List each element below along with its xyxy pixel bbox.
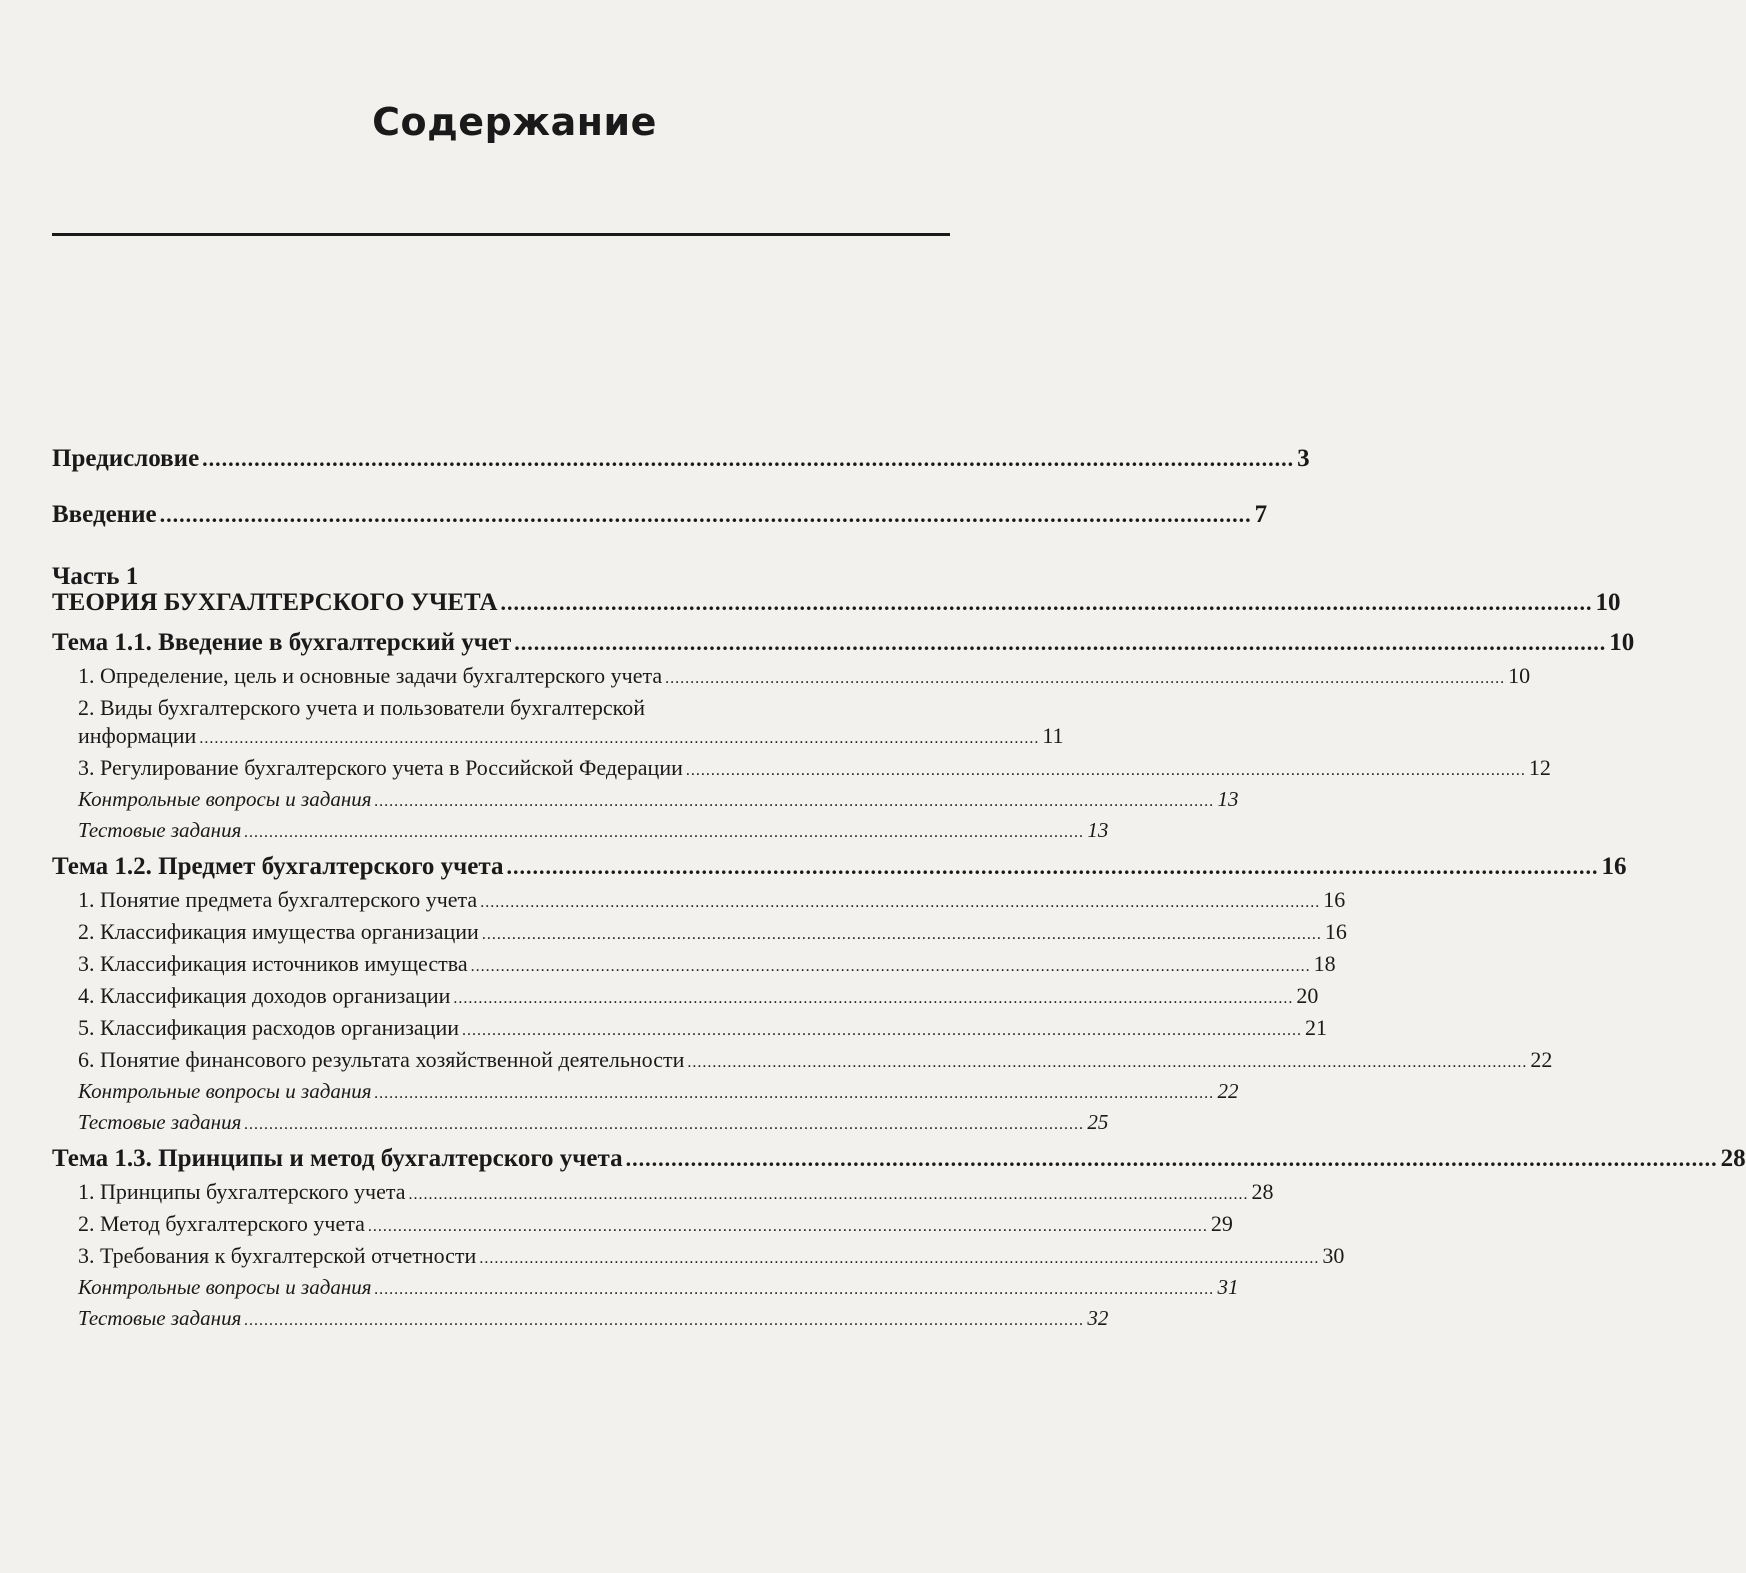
leader-dots: ........................................................................................................................................................................ [462, 1022, 1302, 1039]
toc-entry-subsection[interactable] [52, 755, 1551, 781]
leader-dots: ........................................................................................................................................................................ [625, 1146, 1718, 1171]
toc-page-number: 11 [1042, 723, 1064, 748]
toc-page-number: 10 [1595, 589, 1621, 616]
toc-label: Тестовые задания [78, 818, 242, 842]
toc-label: 2. Классификация имущества организации [78, 919, 479, 944]
title-divider [52, 233, 950, 236]
toc-page-number: 25 [1087, 1110, 1109, 1134]
toc-page-number: 10 [1609, 629, 1635, 656]
toc-entry-part[interactable] [52, 589, 1621, 617]
leader-dots: ........................................................................................................................................................................ [374, 793, 1215, 810]
toc-entry-subsection[interactable] [52, 887, 1346, 913]
leader-dots: ........................................................................................................................................................................ [470, 958, 1311, 975]
leader-dots: ........................................................................................................................................................................ [159, 502, 1252, 527]
leader-dots: ........................................................................................................................................................................ [506, 854, 1599, 879]
leader-dots: ........................................................................................................................................................................ [687, 1054, 1528, 1071]
toc-page-number: 18 [1313, 951, 1336, 976]
toc-entry-tests[interactable] [52, 1110, 1109, 1135]
table-of-contents [52, 445, 1746, 1331]
toc-label: 5. Классификация расходов организации [78, 1015, 459, 1040]
toc-label: 2. Метод бухгалтерского учета [78, 1211, 365, 1236]
toc-label: 3. Классификация источников имущества [78, 951, 468, 976]
leader-dots: ........................................................................................................................................................................ [500, 590, 1593, 615]
toc-label: 1. Принципы бухгалтерского учета [78, 1179, 406, 1204]
leader-dots: ........................................................................................................................................................................ [408, 1186, 1249, 1203]
toc-page-number: 21 [1305, 1015, 1327, 1040]
leader-dots: ........................................................................................................................................................................ [202, 446, 1295, 471]
leader-dots: ........................................................................................................................................................................ [367, 1218, 1208, 1235]
toc-label: Тема 1.2. Предмет бухгалтерского учета [52, 853, 504, 880]
toc-page-number: 28 [1251, 1179, 1274, 1204]
toc-page-number: 30 [1322, 1243, 1345, 1268]
toc-entry-line: 2. Виды бухгалтерского учета и пользователи бухгалтерской [78, 695, 645, 720]
leader-dots: ........................................................................................................................................................................ [199, 730, 1040, 747]
toc-entry-topic[interactable] [52, 629, 1635, 657]
leader-dots: ........................................................................................................................................................................ [244, 1116, 1085, 1133]
toc-entry-topic[interactable] [52, 853, 1627, 881]
toc-entry-subsection[interactable] [52, 1015, 1327, 1041]
toc-page-number: 22 [1217, 1079, 1239, 1103]
page-title: Содержание [372, 100, 657, 144]
toc-entry-intro[interactable] [52, 501, 1268, 529]
toc-page-number: 13 [1087, 818, 1109, 842]
toc-entry-questions[interactable] [52, 787, 1239, 812]
toc-label: 1. Определение, цель и основные задачи бухгалтерского учета [78, 663, 663, 688]
toc-entry-questions[interactable] [52, 1275, 1239, 1300]
toc-entry-subsection[interactable] [52, 1243, 1345, 1269]
toc-label: 3. Регулирование бухгалтерского учета в Российской Федерации [78, 755, 683, 780]
toc-entry-subsection[interactable] [52, 919, 1347, 945]
toc-page-number: 12 [1528, 755, 1551, 780]
toc-entry-subsection[interactable] [52, 1047, 1553, 1073]
toc-page-number: 20 [1296, 983, 1319, 1008]
toc-page-number: 22 [1530, 1047, 1553, 1072]
toc-label: 6. Понятие финансового результата хозяйственной деятельности [78, 1047, 685, 1072]
toc-entry-subsection[interactable] [52, 723, 1064, 749]
toc-entry-tests[interactable] [52, 1306, 1109, 1331]
toc-entry-questions[interactable] [52, 1079, 1239, 1104]
toc-label: 3. Требования к бухгалтерской отчетности [78, 1243, 477, 1268]
toc-label: Тестовые задания [78, 1306, 242, 1330]
toc-page-number: 32 [1087, 1306, 1109, 1330]
toc-entry-tests[interactable] [52, 818, 1109, 843]
leader-dots: ........................................................................................................................................................................ [685, 762, 1526, 779]
toc-page-number: 3 [1297, 445, 1310, 472]
toc-label: Тестовые задания [78, 1110, 242, 1134]
toc-entry-subsection[interactable] [52, 1179, 1274, 1205]
toc-label: Тема 1.3. Принципы и метод бухгалтерского учета [52, 1145, 623, 1172]
leader-dots: ........................................................................................................................................................................ [480, 894, 1321, 911]
toc-label: 4. Классификация доходов организации [78, 983, 451, 1008]
toc-page-number: 16 [1323, 887, 1346, 912]
leader-dots: ........................................................................................................................................................................ [244, 824, 1085, 841]
toc-label: ТЕОРИЯ БУХГАЛТЕРСКОГО УЧЕТА [52, 589, 498, 616]
toc-entry-subsection[interactable] [52, 951, 1336, 977]
toc-page-number: 10 [1508, 663, 1531, 688]
leader-dots: ........................................................................................................................................................................ [479, 1250, 1320, 1267]
toc-page-number: 13 [1217, 787, 1239, 811]
toc-label: Тема 1.1. Введение в бухгалтерский учет [52, 629, 512, 656]
toc-entry-subsection[interactable] [52, 983, 1319, 1009]
leader-dots: ........................................................................................................................................................................ [374, 1281, 1215, 1298]
toc-label: Контрольные вопросы и задания [78, 1079, 372, 1103]
part-number: Часть 1 [52, 563, 139, 590]
toc-label: Предисловие [52, 445, 200, 472]
leader-dots: ........................................................................................................................................................................ [665, 670, 1506, 687]
toc-label: Контрольные вопросы и задания [78, 1275, 372, 1299]
toc-page-number: 31 [1217, 1275, 1239, 1299]
leader-dots: ........................................................................................................................................................................ [453, 990, 1294, 1007]
toc-page-number: 16 [1324, 919, 1347, 944]
leader-dots: ........................................................................................................................................................................ [244, 1312, 1085, 1329]
toc-page-number: 29 [1210, 1211, 1233, 1236]
leader-dots: ........................................................................................................................................................................ [514, 630, 1607, 655]
toc-label: 1. Понятие предмета бухгалтерского учета [78, 887, 478, 912]
toc-page-number: 16 [1601, 853, 1627, 880]
leader-dots: ........................................................................................................................................................................ [481, 926, 1322, 943]
toc-entry-subsection[interactable] [52, 663, 1531, 689]
leader-dots: ........................................................................................................................................................................ [374, 1085, 1215, 1102]
toc-label: Введение [52, 501, 157, 528]
toc-entry-topic[interactable] [52, 1145, 1746, 1173]
toc-page-number: 7 [1254, 501, 1268, 528]
toc-entry-subsection[interactable] [52, 1211, 1233, 1237]
toc-label: информации [78, 723, 197, 748]
toc-entry-preface[interactable] [52, 445, 1310, 473]
toc-page-number: 28 [1720, 1145, 1746, 1172]
toc-label: Контрольные вопросы и задания [78, 787, 372, 811]
